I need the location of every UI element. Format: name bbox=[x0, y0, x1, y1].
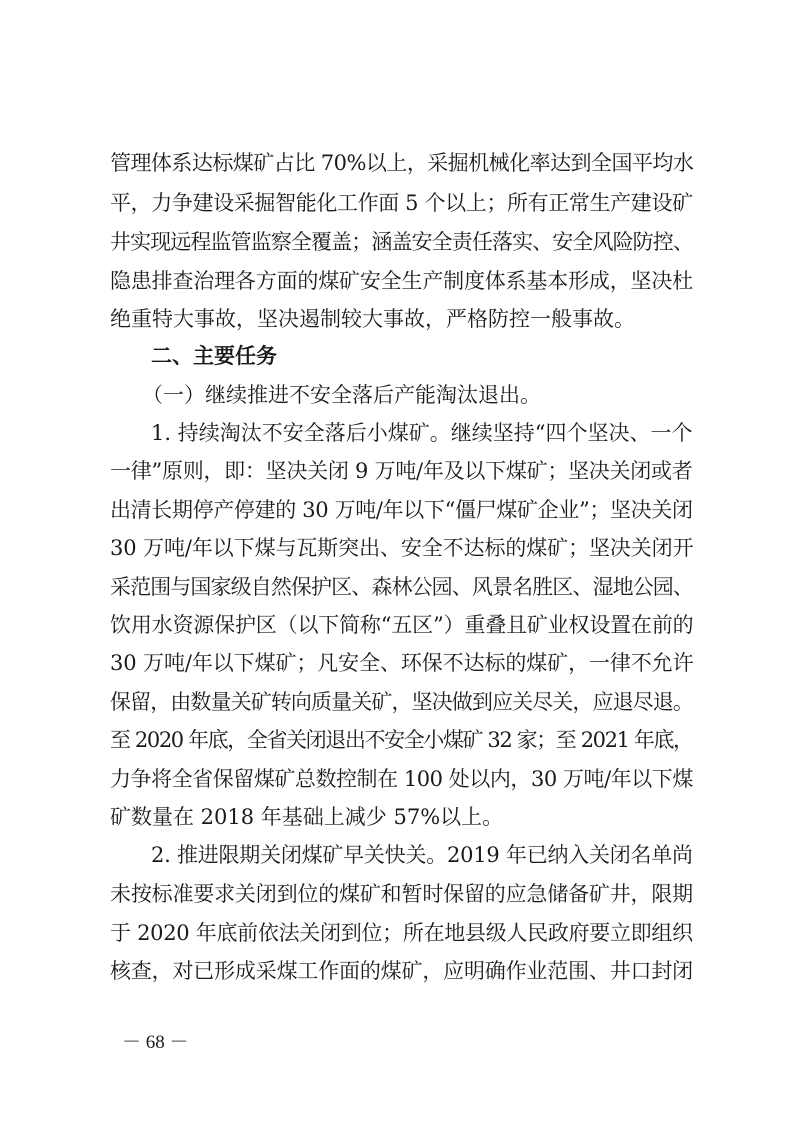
text-line-18: 矿数量在 2018 年基础上减少 57%以上。 bbox=[110, 805, 504, 829]
text-line-11: 30 万吨/年以下煤与瓦斯突出、安全不达标的煤矿；坚决关闭开 bbox=[110, 536, 694, 560]
text-line-19: 2. 推进限期关闭煤矿早关快关。2019 年已纳入关闭名单尚 bbox=[151, 843, 693, 867]
text-line-16: 至 2020 年底，全省关闭退出不安全小煤矿 32 家；至 2021 年底， bbox=[110, 728, 693, 752]
text-line-4: 隐患排查治理各方面的煤矿安全生产制度体系基本形成，坚决杜 bbox=[110, 269, 693, 293]
text-line-12: 采范围与国家级自然保护区、森林公园、风景名胜区、湿地公园、 bbox=[110, 575, 693, 599]
text-line-5: 绝重特大事故，坚决遏制较大事故，严格防控一般事故。 bbox=[110, 307, 635, 331]
subsection-heading: （一）继续推进不安全落后产能淘汰退出。 bbox=[142, 383, 541, 407]
text-line-20: 未按标准要求关闭到位的煤矿和暂时保留的应急储备矿井，限期 bbox=[110, 882, 693, 906]
text-line-22: 核查，对已形成采煤工作面的煤矿，应明确作业范围、井口封闭 bbox=[110, 959, 693, 983]
text-line-14: 30 万吨/年以下煤矿；凡安全、环保不达标的煤矿，一律不允许 bbox=[110, 651, 694, 675]
text-line-8: 1. 持续淘汰不安全落后小煤矿。继续坚持“四个坚决、一个 bbox=[151, 421, 693, 445]
text-line-3: 井实现远程监管监察全覆盖；涵盖安全责任落实、安全风险防控、 bbox=[110, 230, 693, 254]
text-line-9: 一律”原则，即：坚决关闭 9 万吨/年及以下煤矿；坚决关闭或者 bbox=[110, 459, 693, 483]
text-line-1: 管理体系达标煤矿占比 70%以上，采掘机械化率达到全国平均水 bbox=[110, 151, 694, 175]
text-line-10: 出清长期停产停建的 30 万吨/年以下“僵尸煤矿企业”；坚决关闭 bbox=[110, 498, 693, 522]
text-line-2: 平，力争建设采掘智能化工作面 5 个以上；所有正常生产建设矿 bbox=[110, 191, 693, 215]
page-number: － 68 － bbox=[122, 1032, 189, 1053]
text-line-17: 力争将全省保留煤矿总数控制在 100 处以内，30 万吨/年以下煤 bbox=[110, 767, 693, 791]
text-line-13: 饮用水资源保护区（以下简称“五区”）重叠且矿业权设置在前的 bbox=[110, 613, 694, 637]
section-heading: 二、主要任务 bbox=[151, 343, 277, 368]
text-line-21: 于 2020 年底前依法关闭到位；所在地县级人民政府要立即组织 bbox=[110, 921, 693, 945]
text-line-15: 保留，由数量关矿转向质量关矿，坚决做到应关尽关，应退尽退。 bbox=[110, 690, 693, 714]
